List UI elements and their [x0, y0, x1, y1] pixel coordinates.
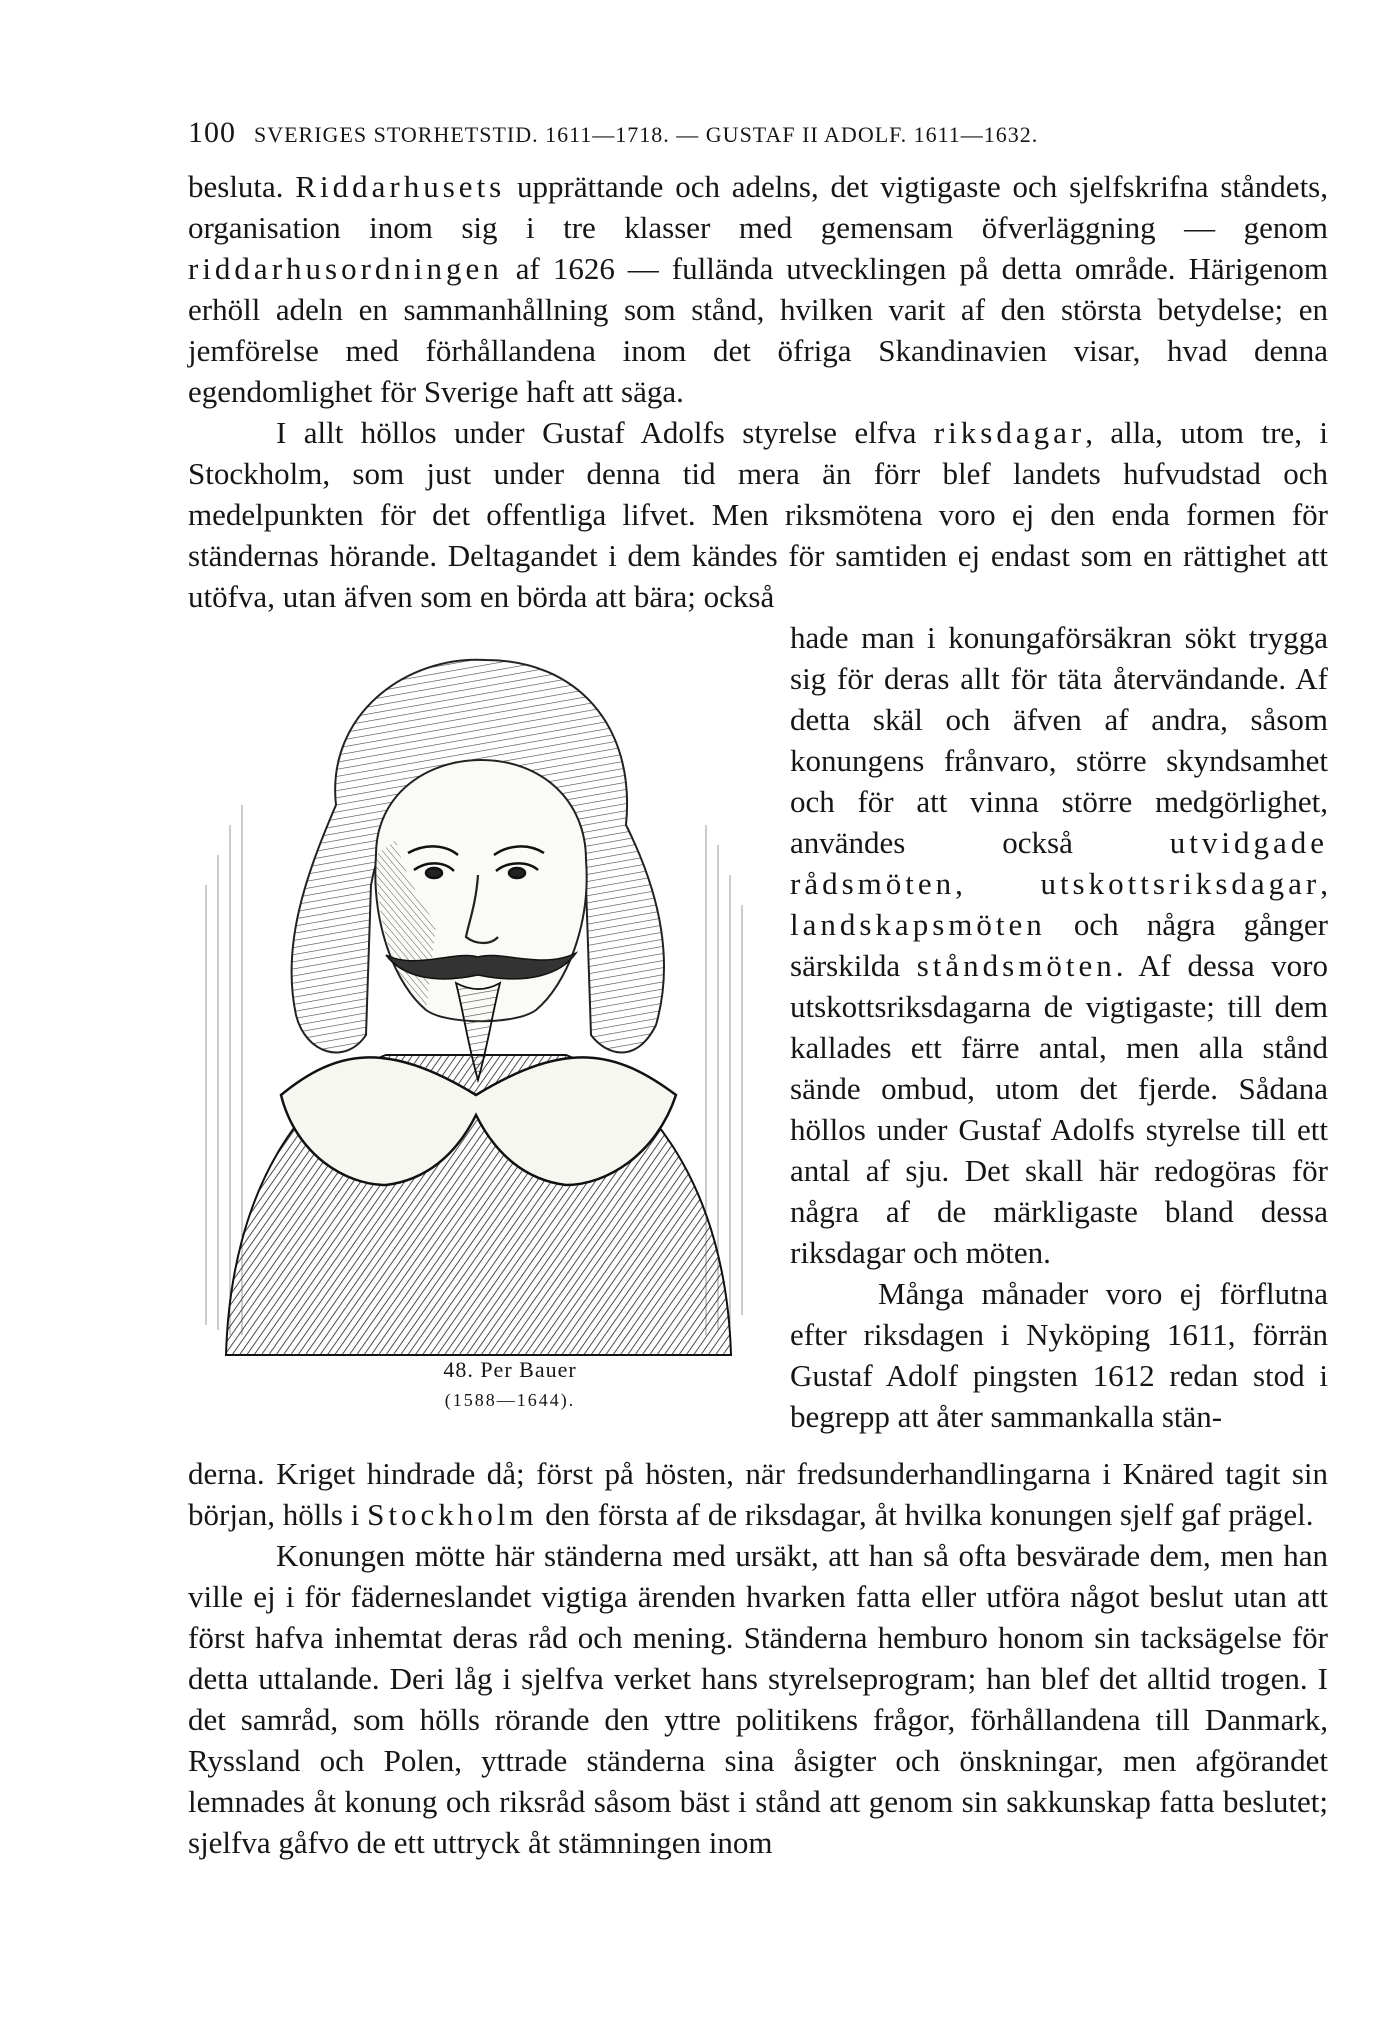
text-run: ,: [955, 866, 1041, 901]
text-run: besluta.: [188, 169, 296, 204]
text-run: och några gånger särskilda: [790, 907, 1328, 983]
spaced-term: landskapsmöten: [790, 907, 1046, 942]
spaced-term: Riddarhusets: [295, 169, 506, 204]
text-run: , alla, utom tre, i Stockholm, som just under denna tid mera än förr blef landets hufvudstad och medelpunkten för det offentliga lifvet. Men riksmötena voro ej den enda formen för ständernas hörande. Deltagandet i dem kändes för samtiden ej endast som en rättighet att utöfva, utan äfven som en börda att bära; också: [188, 415, 1328, 614]
spaced-term: Stockholm: [367, 1497, 538, 1532]
spaced-term: utvidgade rådsmöten: [790, 825, 1328, 901]
spaced-term: riddarhusordningen: [188, 251, 503, 286]
page-header: [188, 116, 1328, 150]
paragraph: [188, 1453, 1328, 1535]
page-number: 100: [188, 116, 236, 149]
portrait-illustration: [186, 625, 766, 1360]
spaced-term: riksdagar: [933, 415, 1086, 450]
figure-caption: [400, 1355, 620, 1415]
spaced-term: ståndsmöten: [916, 948, 1116, 983]
paragraph: Många månader voro ej förflutna efter riksdagen i Nyköping 1611, förrän Gustaf Adolf pingsten 1612 redan stod i begrepp att åter sammankalla stän-: [790, 1276, 1328, 1434]
text-run: . Af dessa voro utskottsriksdagarna de vigtigaste; till dem kallades ett färre antal, men alla stånd sände ombud, utom det fjerde. Sådana höllos under Gustaf Adolfs styrelse till ett antal af sju. Det skall här redogöras för några af de märkligaste bland dessa riksdagar och möten.: [790, 948, 1328, 1270]
caption-dates: (1588—1644).: [444, 1390, 576, 1410]
text-run: I allt höllos under Gustaf Adolfs styrelse elfva: [276, 415, 934, 450]
body-text-bottom: [188, 1453, 1328, 1863]
running-title: SVERIGES STORHETSTID. 1611—1718. — GUSTAF II ADOLF. 1611—1632.: [254, 122, 1039, 147]
paragraph: Konungen mötte här ständerna med ursäkt, att han så ofta besvärade dem, men han ville ej i för fäderneslandet vigtiga ärenden hvarken fatta eller utföra något beslut utan att först hafva inhemtat deras råd och mening. Ständerna hemburo honom sin tacksägelse för detta uttalande. Deri låg i sjelfva verket hans styrelseprogram; han blef det alltid trogen. I det samråd, som hölls rörande den yttre politikens frågor, förhållandena till Danmark, Ryssland och Polen, yttrade ständerna sina åsigter och önskningar, men afgörandet lemnades åt konung och riksråd såsom bäst i stånd att genom sin sakkunskap fatta beslutet; sjelfva gåfvo de ett uttryck åt stämningen inom: [188, 1538, 1328, 1860]
text-run: af 1626 — fullända utvecklingen på detta område. Härigenom erhöll adeln en sammanhållning som stånd, hvilken varit af den största betydelse; en jemförelse med förhållandena inom det öfriga Skandinavien visar, hvad denna egendomlighet för Sverige haft att säga.: [188, 251, 1328, 409]
paragraph: [188, 166, 1328, 412]
text-run: hade man i konungaförsäkran sökt trygga sig för deras allt för täta återvändande. Af detta skäl och äfven af andra, såsom konungens frånvaro, större skyndsamhet och för att vinna större medgörlighet, användes också: [790, 620, 1328, 860]
text-run: upprättande och adelns, det vigtigaste och sjelfskrifna ståndets, organisation inom sig i tre klasser med gemensam öfverläggning — genom: [188, 169, 1328, 245]
right-column-text: [790, 617, 1328, 1437]
paragraph: [790, 617, 1328, 1273]
text-run: derna. Kriget hindrade då; först på hösten, när fredsunderhandlingarna i Knäred tagit sin början, hölls i: [188, 1456, 1328, 1532]
paragraph: [188, 412, 1328, 617]
caption-title: 48. Per Bauer: [443, 1357, 577, 1382]
portrait-engraving: [186, 625, 766, 1360]
spaced-term: utskottsriksdagar: [1040, 866, 1321, 901]
text-run: den första af de riksdagar, åt hvilka konungen sjelf gaf prägel.: [537, 1497, 1314, 1532]
text-run: ,: [1320, 866, 1328, 901]
body-text-top: [188, 166, 1328, 617]
